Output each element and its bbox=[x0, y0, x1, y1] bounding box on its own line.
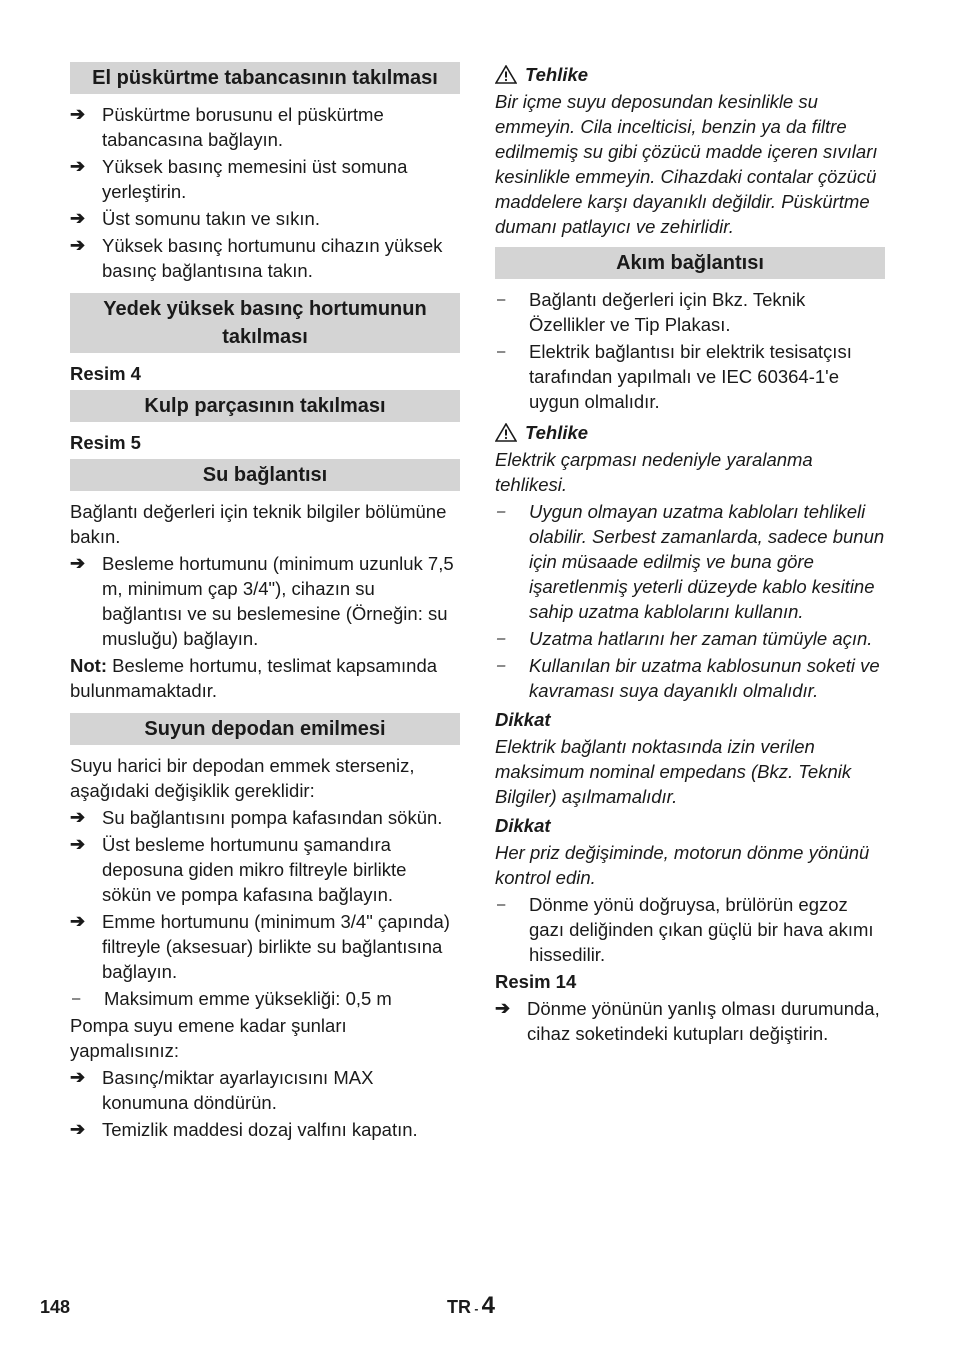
right-column bbox=[495, 62, 885, 1048]
section-heading-water-connection: Su bağlantısı bbox=[70, 459, 460, 491]
arrow-right-icon: ➔ bbox=[70, 104, 86, 124]
caution-text-1: Elektrik bağlantı noktasında izin verilen maksimum nominal empedans (Bkz. Teknik Bilgiler) aşılmamalıdır. bbox=[495, 736, 852, 807]
figure-ref-14: Resim 14 bbox=[495, 971, 577, 992]
arrow-right-icon: ➔ bbox=[70, 911, 86, 931]
warning-text-1: Bir içme suyu deposundan kesinlikle su emmeyin. Cila incelticisi, benzin ya da filtre edilmemiş su gibi çözücü madde içeren sıvıları kesinlikle emmeyin. Cihazdaki contalar çözücü maddelere karşı dayanıklı değildir. Püskürtme dumanı patlayıcı ve zehirlidir. bbox=[495, 91, 878, 237]
section-heading-spray-gun: El püskürtme tabancasının takılması bbox=[70, 62, 460, 94]
warning-triangle-icon bbox=[495, 65, 517, 84]
instruction-item: ➔ Üst somunu takın ve sıkın. bbox=[70, 208, 320, 229]
arrow-right-icon: ➔ bbox=[70, 156, 86, 176]
dash-marker: – bbox=[497, 343, 506, 360]
dash-marker: – bbox=[497, 291, 506, 308]
instruction-item: ➔ Besleme hortumunu (minimum uzunluk 7,5 m, minimum çap 3/4"), cihazın su bağlantısı ve su beslemesine (Örneğin: su musluğu) bağlayın. bbox=[70, 553, 454, 649]
instruction-list-water bbox=[70, 551, 460, 651]
section-heading-handle: Kulp parçasının takılması bbox=[70, 390, 460, 422]
figure-ref-4: Resim 4 bbox=[70, 363, 141, 384]
instruction-item: ➔ Üst besleme hortumunu şamandıra deposuna giden mikro filtreyle birlikte sökün ve pompa kafasına bağlayın. bbox=[70, 834, 407, 905]
instruction-item: ➔ Yüksek basınç memesini üst somuna yerleştirin. bbox=[70, 156, 408, 202]
dash-marker: – bbox=[497, 503, 506, 520]
dash-item: – Uzatma hatlarını her zaman tümüyle açın. bbox=[497, 628, 873, 649]
dash-item: – Uygun olmayan uzatma kabloları tehlikeli olabilir. Serbest zamanlarda, sadece bunun için müsaade edilmiş ve buna göre işaretlenmiş yeterli düzeyde kablo kesitine sahip uzatma kablolarını kullanın. bbox=[497, 501, 885, 622]
caution-heading-2: Dikkat bbox=[495, 815, 551, 836]
dash-item: – Bağlantı değerleri için Bkz. Teknik Özellikler ve Tip Plakası. bbox=[497, 289, 806, 335]
instruction-item: ➔ Emme hortumunu (minimum 3/4" çapında) filtreyle (aksesuar) birlikte su bağlantısına bağlayın. bbox=[70, 911, 450, 982]
dash-item: – Dönme yönü doğruysa, brülörün egzoz gazı deliğinden çıkan güçlü bir hava akımı hissedilir. bbox=[497, 894, 874, 965]
arrow-right-icon: ➔ bbox=[70, 208, 86, 228]
instruction-item: ➔ Dönme yönünün yanlış olması durumunda, cihaz soketindeki kutupları değiştirin. bbox=[495, 998, 880, 1044]
instruction-item: ➔ Su bağlantısını pompa kafasından sökün. bbox=[70, 807, 443, 828]
instruction-item: ➔ Temizlik maddesi dozaj valfını kapatın. bbox=[70, 1119, 418, 1140]
note-text: Besleme hortumu, teslimat kapsamında bulunmamaktadır. bbox=[70, 655, 438, 701]
warning-triangle-icon bbox=[495, 423, 517, 442]
dash-marker: – bbox=[497, 657, 506, 674]
left-column bbox=[70, 62, 460, 1144]
dash-item: – Kullanılan bir uzatma kablosunun soketi ve kavraması suya dayanıklı olmalıdır. bbox=[497, 655, 880, 701]
section-marker: TR - 4 bbox=[447, 1292, 496, 1319]
arrow-right-icon: ➔ bbox=[70, 553, 86, 573]
instruction-list-poles bbox=[495, 996, 885, 1046]
warning-text-2: Elektrik çarpması nedeniyle yaralanma tehlikesi. bbox=[495, 449, 813, 495]
instruction-list-spray-gun bbox=[70, 102, 460, 283]
note-label: Not: bbox=[70, 655, 107, 676]
dash-list-extension bbox=[495, 499, 885, 703]
dash-list-power bbox=[495, 287, 885, 414]
dash-marker: – bbox=[497, 896, 506, 913]
paragraph-connection-values: Bağlantı değerleri için teknik bilgiler bölümüne bakın. bbox=[70, 501, 447, 547]
arrow-right-icon: ➔ bbox=[70, 235, 86, 255]
instruction-item: ➔ Basınç/miktar ayarlayıcısını MAX konumuna döndürün. bbox=[70, 1067, 374, 1113]
paragraph-suction-intro: Suyu harici bir depodan emmek sterseniz, aşağıdaki değişiklik gereklidir: bbox=[70, 755, 415, 801]
caution-text-2: Her priz değişiminde, motorun dönme yönünü kontrol edin. bbox=[495, 842, 870, 888]
instruction-item: ➔ Yüksek basınç hortumunu cihazın yüksek basınç bağlantısına takın. bbox=[70, 235, 443, 281]
dash-item-suction-height: – Maksimum emme yüksekliği: 0,5 m bbox=[72, 988, 392, 1009]
paragraph-pump-intro: Pompa suyu emene kadar şunları yapmalısınız: bbox=[70, 1015, 347, 1061]
arrow-right-icon: ➔ bbox=[495, 998, 511, 1018]
dash-marker: – bbox=[72, 990, 81, 1007]
warning-heading-2: Tehlike bbox=[495, 420, 885, 445]
section-heading-tank-suction: Suyun depodan emilmesi bbox=[70, 713, 460, 745]
section-heading-power: Akım bağlantısı bbox=[495, 247, 885, 279]
page-number: 148 bbox=[40, 1297, 71, 1317]
instruction-list-pump bbox=[70, 1065, 460, 1142]
section-heading-spare-hose: Yedek yüksek basınç hortumunun takılması bbox=[70, 293, 460, 353]
dash-list-rotation bbox=[495, 892, 885, 967]
caution-heading-1: Dikkat bbox=[495, 709, 551, 730]
note bbox=[70, 653, 460, 703]
dash-item: – Elektrik bağlantısı bir elektrik tesisatçısı tarafından yapılmalı ve IEC 60364-1'e uygun olmalıdır. bbox=[497, 341, 852, 412]
arrow-right-icon: ➔ bbox=[70, 1119, 86, 1139]
arrow-right-icon: ➔ bbox=[70, 1067, 86, 1087]
instruction-item: ➔ Püskürtme borusunu el püskürtme tabancasına bağlayın. bbox=[70, 104, 384, 150]
arrow-right-icon: ➔ bbox=[70, 834, 86, 854]
arrow-right-icon: ➔ bbox=[70, 807, 86, 827]
dash-marker: – bbox=[497, 630, 506, 647]
instruction-list-suction bbox=[70, 805, 460, 984]
figure-ref-5: Resim 5 bbox=[70, 432, 141, 453]
warning-heading-1: Tehlike bbox=[495, 62, 885, 87]
